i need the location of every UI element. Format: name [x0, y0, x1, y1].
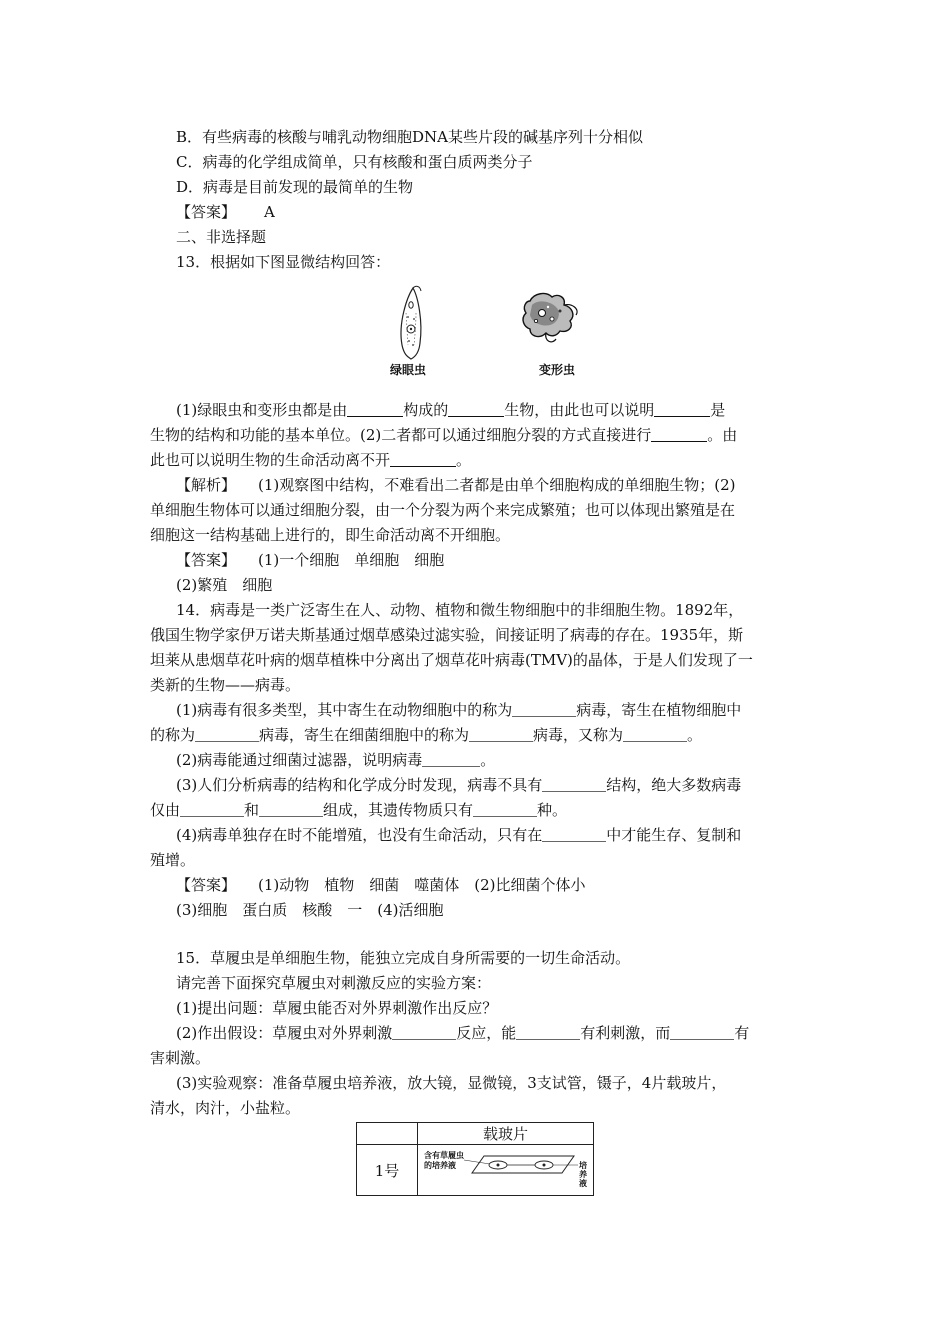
- blank: [422, 750, 480, 767]
- q14-part1-line2: 的称为 病毒，寄生在细菌细胞中的称为 病毒，又称为 。: [150, 726, 703, 744]
- blank: [259, 800, 323, 817]
- q14-stem: 14．病毒是一类广泛寄生在人、动物、植物和微生物细胞中的非细胞生物。1892年，: [176, 601, 744, 619]
- table-corner-cell: [357, 1123, 418, 1145]
- slide-drawing: [418, 1145, 593, 1195]
- answer-label: 【答案】: [176, 203, 237, 221]
- q15-stem: 15．草履虫是单细胞生物，能独立完成自身所需要的一切生命活动。: [176, 949, 631, 967]
- answer-label: 【答案】: [176, 551, 237, 569]
- blank: [670, 1023, 734, 1040]
- amoeba-drawing: [523, 294, 577, 342]
- q13-stem: 13．根据如下图显微结构回答：: [176, 253, 391, 271]
- q15-part3-line2: 清水，肉汁，小盐粒。: [150, 1099, 301, 1117]
- euglena-drawing: [401, 286, 421, 359]
- table-row: [357, 1145, 594, 1196]
- q12-answer: [176, 201, 275, 223]
- blank: [392, 1023, 456, 1040]
- q13-analysis-line3: 细胞这一结构基础上进行的，即生命活动离不开细胞。: [150, 526, 511, 544]
- answer-value: A: [264, 203, 275, 221]
- diagram-label-right: 培养液: [579, 1161, 587, 1188]
- blank: [473, 800, 537, 817]
- euglena-caption: 绿眼虫: [390, 363, 427, 377]
- q13-analysis: 【解析】 (1)观察图中结构，不难看出二者都是由单个细胞构成的单细胞生物；(2): [176, 476, 736, 494]
- q14-stem-line2: 俄国生物学家伊万诺夫斯基通过烟草感染过滤实验，间接证明了病毒的存在。1935年，斯: [150, 626, 744, 644]
- q14-part2: (2)病毒能通过细菌过滤器，说明病毒 。: [176, 751, 496, 769]
- q12-option-b: B．有些病毒的核酸与哺乳动物细胞DNA某些片段的碱基序列十分相似: [176, 128, 644, 146]
- q14-part4: (4)病毒单独存在时不能增殖，也没有生命活动，只有在 中才能生存、复制和: [176, 826, 742, 844]
- blank: [516, 1023, 580, 1040]
- q15-part1: (1)提出问题：草履虫能否对外界刺激作出反应？: [176, 999, 498, 1017]
- diagram-label-left1: 含有草履虫: [424, 1151, 464, 1160]
- q13-analysis-line2: 单细胞生物体可以通过细胞分裂，由一个分裂为两个来完成繁殖；也可以体现出繁殖是在: [150, 501, 736, 519]
- q13-figure: [380, 283, 620, 383]
- blank: [390, 450, 456, 467]
- q13-line2: 生物的结构和功能的基本单位。(2)二者都可以通过细胞分裂的方式直接进行 。由: [150, 426, 738, 444]
- q12-option-c: C．病毒的化学组成简单，只有核酸和蛋白质两类分子: [176, 153, 533, 171]
- blank: [542, 825, 606, 842]
- blank: [651, 425, 707, 442]
- blank: [448, 400, 504, 417]
- section-title: 二、非选择题: [176, 228, 267, 246]
- q14-stem-line3: 坦莱从患烟草花叶病的烟草植株中分离出了烟草花叶病毒(TMV)的晶体，于是人们发现了一: [150, 651, 753, 669]
- table-header-row: [357, 1123, 594, 1145]
- q13-line1: (1)绿眼虫和变形虫都是由 构成的 生物，由此也可以说明 是: [176, 401, 726, 419]
- diagram-label-left2: 的培养液: [424, 1161, 456, 1170]
- blank: [623, 725, 687, 742]
- slides-table: [356, 1122, 594, 1196]
- analysis-label: 【解析】: [176, 476, 237, 494]
- q15-part2-line2: 害刺激。: [150, 1049, 211, 1067]
- q12-option-d: D．病毒是目前发现的最简单的生物: [176, 178, 414, 196]
- q14-part3: (3)人们分析病毒的结构和化学成分时发现，病毒不具有 结构，绝大多数病毒: [176, 776, 742, 794]
- row-label-cell: 1号: [357, 1145, 418, 1196]
- blank: [195, 725, 259, 742]
- table-header-cell: 载玻片: [418, 1123, 594, 1145]
- amoeba-caption: 变形虫: [539, 363, 576, 377]
- answer-label: 【答案】: [176, 876, 237, 894]
- slide-diagram-cell: [418, 1145, 594, 1196]
- blank: [347, 400, 403, 417]
- q15-intro: 请完善下面探究草履虫对刺激反应的实验方案：: [176, 974, 492, 992]
- q14-part1: (1)病毒有很多类型，其中寄生在动物细胞中的称为 病毒，寄生在植物细胞中: [176, 701, 742, 719]
- blank: [469, 725, 533, 742]
- q13-line3: 此也可以说明生物的生命活动离不开 。: [150, 451, 472, 469]
- q15-part3: (3)实验观察：准备草履虫培养液，放大镜，显微镜，3支试管，镊子，4片载玻片，: [176, 1074, 727, 1092]
- blank: [654, 400, 710, 417]
- blank: [512, 700, 576, 717]
- q13-answer: 【答案】 (1)一个细胞 单细胞 细胞: [176, 551, 445, 569]
- q13-answer-line2: (2)繁殖 细胞: [176, 576, 273, 594]
- q14-part4-line2: 殖增。: [150, 851, 196, 869]
- q14-answer: 【答案】 (1)动物 植物 细菌 噬菌体 (2)比细菌个体小: [176, 876, 586, 894]
- slide-diagram: [418, 1145, 593, 1195]
- q14-answer-line2: (3)细胞 蛋白质 核酸 一 (4)活细胞: [176, 901, 444, 919]
- blank: [180, 800, 244, 817]
- q14-part3-line2: 仅由 和 组成，其遗传物质只有 种。: [150, 801, 568, 819]
- blank: [542, 775, 606, 792]
- q14-stem-line4: 类新的生物——病毒。: [150, 676, 301, 694]
- q15-part2: (2)作出假设：草履虫对外界刺激 反应，能 有利刺激，而 有: [176, 1024, 750, 1042]
